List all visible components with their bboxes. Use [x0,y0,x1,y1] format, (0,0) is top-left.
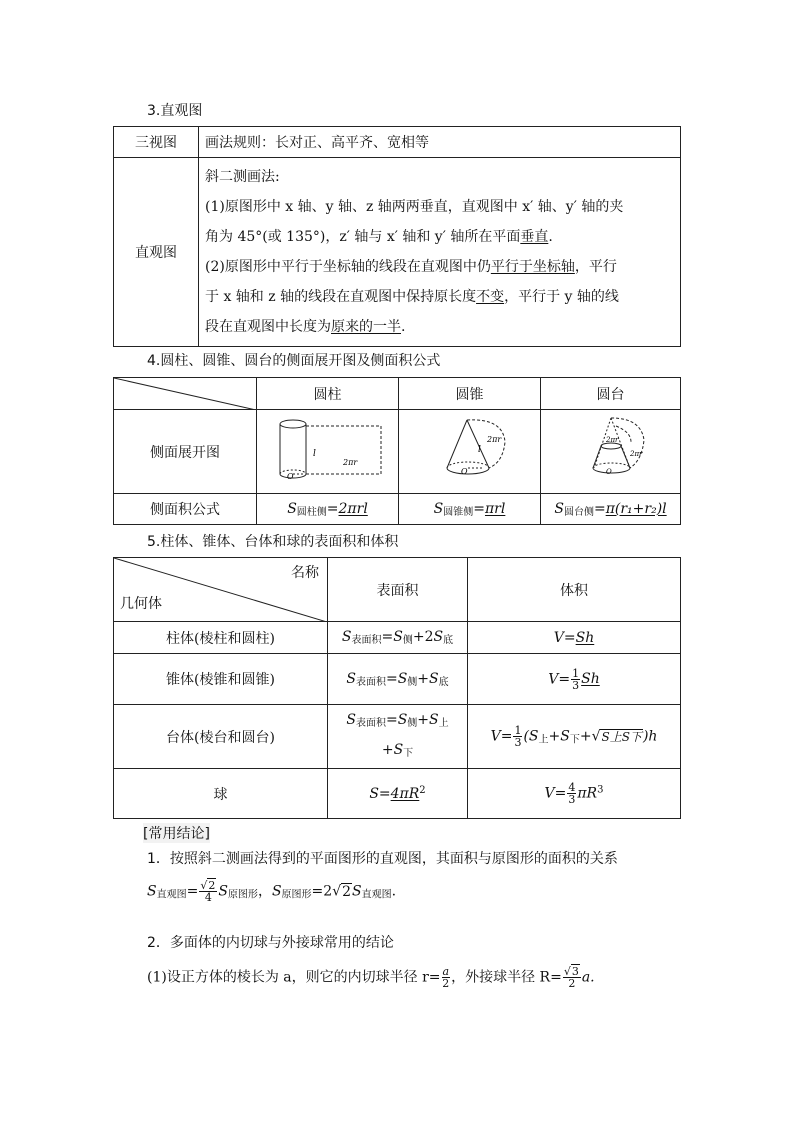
three-view-rule: 画法规则：长对正、高平齐、宽相等 [199,127,681,158]
frustum-2pir-top-label: 2πr [605,435,618,444]
conclusion-2-1: (1)设正方体的棱长为 a，则它的内切球半径 r= $\frac{a}{2}$ ，外接球半径 R= $\frac{√3}{2}$ a. [147,965,595,990]
cylinder-unfold-cell [257,410,399,494]
intuitive-view-label: 直观图 [114,158,199,347]
col-frustum: 圆台 [541,378,681,410]
section3-heading: 3.直观图 [147,103,203,119]
cone-2pir-label: 2πr [486,434,501,444]
header-name: 名称 [291,565,319,581]
sphere-name: 球 [114,769,328,819]
pyramid-cone-name: 锥体(棱锥和圆锥) [114,654,328,705]
frustum-formula: $S_{圆台侧}=\pi(r_1+r_2)l$ [541,494,681,525]
three-view-label: 三视图 [114,127,199,158]
cone-unfold-figure [405,412,535,488]
intuitive-view-table [113,126,681,347]
pyramid-volume: V= $\frac{1}{3}$ Sh [468,654,681,705]
oblique-method-cell [199,158,681,347]
cone-l-label: l [477,444,481,455]
area-volume-table [113,557,681,819]
oblique-title: 斜二测画法: [205,169,280,185]
lateral-area-table [113,377,681,525]
cone-formula: $S_{圆锥侧}=\pi rl$ [399,494,541,525]
cone-unfold-cell [399,410,541,494]
rule-2-line-2: 于 x 轴和 z 轴的线段在直观图中保持原长度不变，平行于 y 轴的线 [205,289,619,305]
frustum-unfold-figure [546,412,676,488]
conclusion-1-formula: $S_{直观图}=$ $\frac{√2}{4}$ $S_{原图形}$，$S_{原图形}=2√2S_{直观图}$. [147,879,397,904]
prism-area: $S_{表面积}=S_侧+2S_底$ [328,622,468,654]
name-header-cell [114,558,328,622]
pyramid-area: $S_{表面积}=S_侧+S_底$ [328,654,468,705]
rule-1-line-1: (1)原图形中 x 轴、y 轴、z 轴两两垂直，直观图中 x′ 轴、y′ 轴的夹 [205,199,624,215]
rule-2-line-3: 段在直观图中长度为原来的一半. [205,319,406,335]
rule-1-line-2: 角为 45°(或 135°)，z′ 轴与 x′ 轴和 y′ 轴所在平面垂直. [205,229,553,245]
one-third-fraction: $\frac{1}{3}$ [572,666,580,692]
lateral-unfold-label: 侧面展开图 [114,410,257,494]
cylinder-formula: $S_{圆柱侧}=2\pi rl$ [257,494,399,525]
cylinder-unfold-figure [263,412,393,488]
header-volume: 体积 [468,558,681,622]
diagonal-corner-cell [114,378,257,410]
header-body: 几何体 [120,596,162,612]
sphere-volume: V= $\frac{4}{3}$ $\pi R^3$ [468,769,681,819]
prism-volume: V=Sh [468,622,681,654]
cone-o-label: O [460,466,468,476]
frustum-area: $S_{表面积}=S_侧+S_上$ $+S_下$ [328,705,468,769]
col-cylinder: 圆柱 [257,378,399,410]
section4-heading: 4.圆柱、圆锥、圆台的侧面展开图及侧面积公式 [147,353,441,369]
cyl-o-label: O [286,471,294,481]
diagonal-line [114,378,256,410]
conclusion-2: 2．多面体的内切球与外接球常用的结论 [147,935,394,951]
frustum-unfold-cell [541,410,681,494]
sphere-area: $S=4\pi R^2$ [328,769,468,819]
header-area: 表面积 [328,558,468,622]
frustum-2pir-label: 2πr [629,449,642,458]
col-cone: 圆锥 [399,378,541,410]
cyl-l-label: l [312,448,316,459]
cyl-2pir-label: 2πr [342,457,357,467]
frustum-name: 台体(棱台和圆台) [114,705,328,769]
frustum-o-label: O [605,467,612,476]
conclusion-1: 1．按照斜二测画法得到的平面图形的直观图，其面积与原图形的面积的关系 [147,851,618,867]
section5-heading: 5.柱体、锥体、台体和球的表面积和体积 [147,534,399,550]
lateral-formula-label: 侧面积公式 [114,494,257,525]
conclusions-tag: [常用结论] [143,823,210,843]
rule-2-line-1: (2)原图形中平行于坐标轴的线段在直观图中仍平行于坐标轴，平行 [205,259,617,275]
frustum-volume: V= $\frac{1}{3}$ ($S_上+S_下+√S$上S下)h [468,705,681,769]
prism-cylinder-name: 柱体(棱柱和圆柱) [114,622,328,654]
